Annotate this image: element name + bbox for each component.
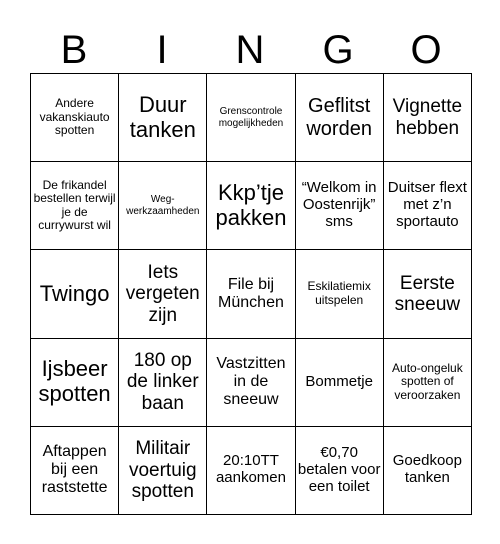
- bingo-cell[interactable]: Auto-ongeluk spotten of veroorzaken: [383, 338, 471, 426]
- board-row-3: [31, 250, 472, 338]
- bingo-cell[interactable]: Eskilatiemix uitspelen: [295, 250, 383, 338]
- title-letter-g: G: [322, 28, 354, 72]
- bingo-cell[interactable]: File bij München: [207, 250, 295, 338]
- title-letter-o: O: [410, 28, 442, 72]
- board-row-5: [31, 426, 472, 514]
- bingo-cell[interactable]: “Welkom in Oostenrijk” sms: [295, 162, 383, 250]
- bingo-title: [30, 22, 470, 78]
- bingo-cell[interactable]: Aftappen bij een raststette: [31, 426, 119, 514]
- bingo-cell[interactable]: Kkp’tje pakken: [207, 162, 295, 250]
- board-row-1: [31, 74, 472, 162]
- bingo-cell[interactable]: 20:10TT aankomen: [207, 426, 295, 514]
- bingo-cell[interactable]: Vignette hebben: [383, 74, 471, 162]
- bingo-cell[interactable]: Iets vergeten zijn: [119, 250, 207, 338]
- bingo-cell[interactable]: Duur tanken: [119, 74, 207, 162]
- title-letter-n: N: [235, 28, 265, 72]
- bingo-cell[interactable]: Goedkoop tanken: [383, 426, 471, 514]
- bingo-cell[interactable]: 180 op de linker baan: [119, 338, 207, 426]
- bingo-cell[interactable]: Duitser flext met z’n sportauto: [383, 162, 471, 250]
- bingo-board: [30, 73, 472, 515]
- title-letter-i: I: [156, 28, 168, 72]
- bingo-cell[interactable]: Vastzitten in de sneeuw: [207, 338, 295, 426]
- bingo-cell[interactable]: Eerste sneeuw: [383, 250, 471, 338]
- bingo-cell[interactable]: €0,70 betalen voor een toilet: [295, 426, 383, 514]
- board-row-2: [31, 162, 472, 250]
- title-letter-b: B: [60, 28, 88, 72]
- board-row-4: [31, 338, 472, 426]
- bingo-cell[interactable]: Weg-werkzaamheden: [119, 162, 207, 250]
- bingo-cell[interactable]: Bommetje: [295, 338, 383, 426]
- bingo-cell[interactable]: Geflitst worden: [295, 74, 383, 162]
- bingo-cell[interactable]: De frikandel bestellen terwijl je de currywurst wil: [31, 162, 119, 250]
- bingo-cell[interactable]: Andere vakanskiauto spotten: [31, 74, 119, 162]
- bingo-cell[interactable]: Ijsbeer spotten: [31, 338, 119, 426]
- bingo-cell[interactable]: Grenscontrole mogelijkheden: [207, 74, 295, 162]
- bingo-cell[interactable]: Twingo: [31, 250, 119, 338]
- bingo-cell[interactable]: Militair voertuig spotten: [119, 426, 207, 514]
